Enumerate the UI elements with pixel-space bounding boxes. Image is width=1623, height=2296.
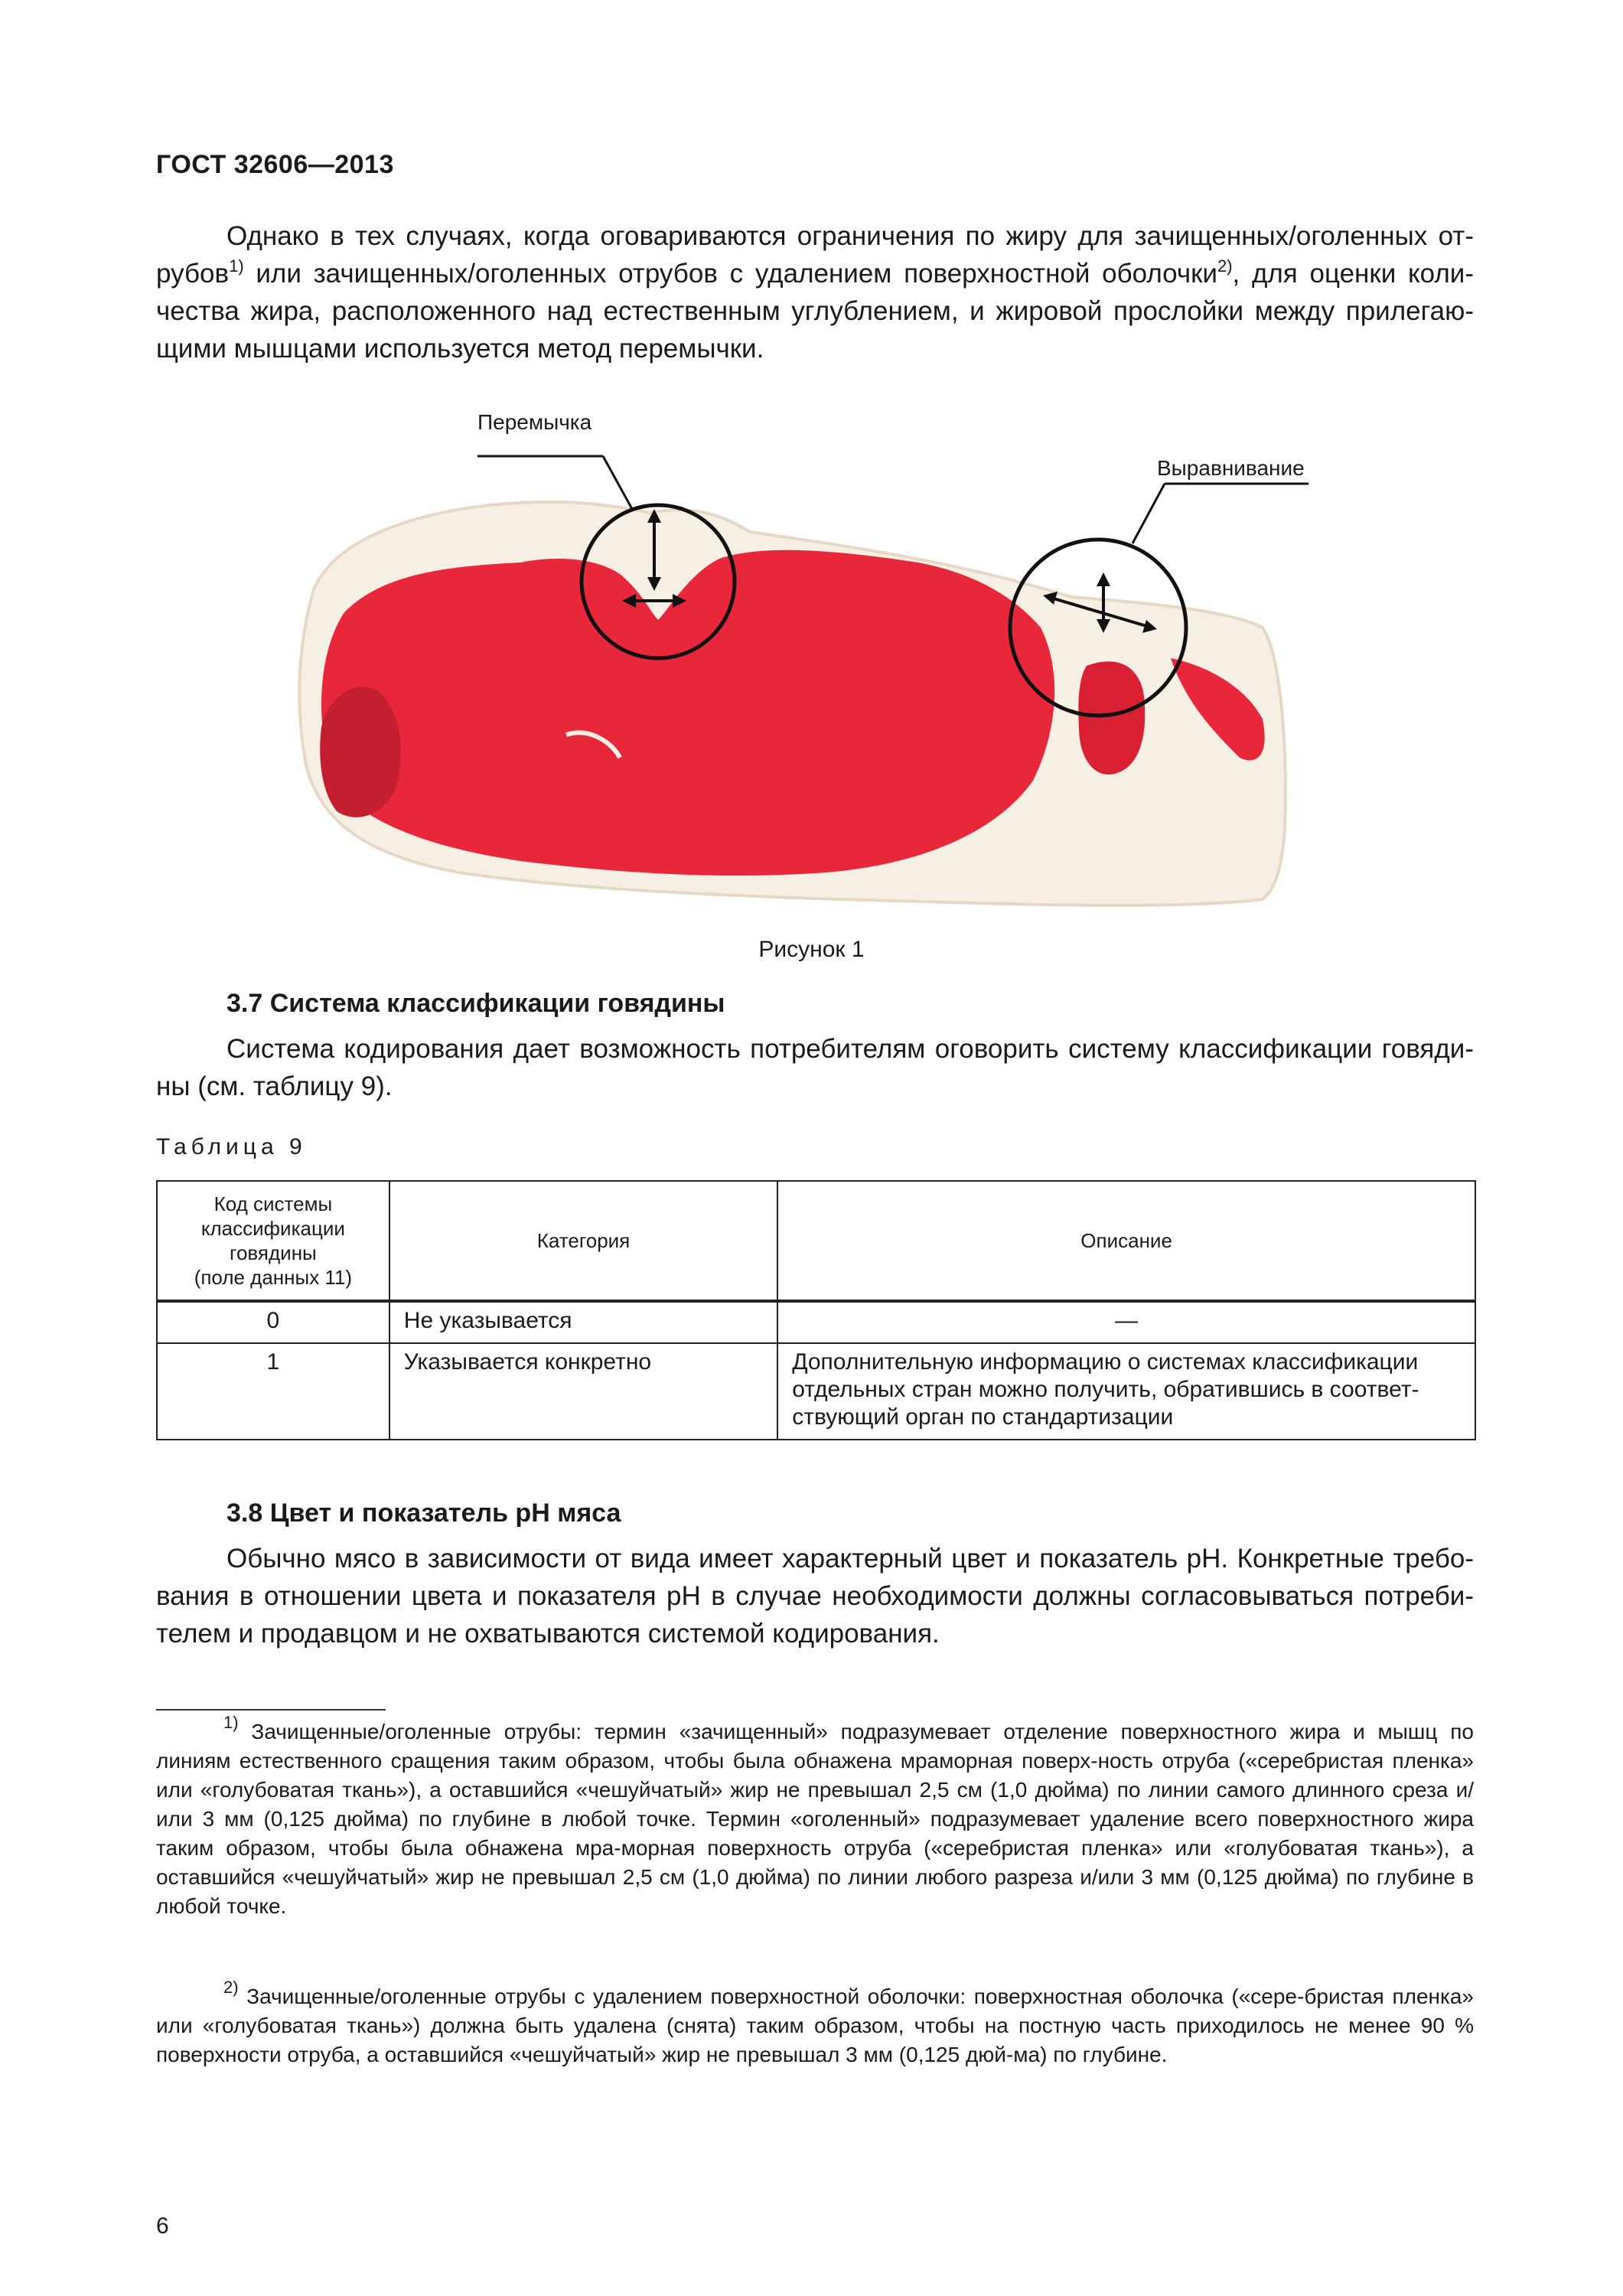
- footnote-2-mark: 2): [223, 1978, 239, 1997]
- footnote-separator: [156, 1709, 386, 1711]
- figure-beef-cut: [291, 398, 1309, 918]
- alignment-leader-line: [1133, 484, 1165, 543]
- section-3-7-text: Система кодирования дает возможность потребителям оговорить систему классификации говяди-ны (см. таблицу 9).: [156, 1034, 1474, 1101]
- table-9-title: Таблица 9: [156, 1134, 307, 1159]
- jumper-leader-line: [603, 456, 632, 509]
- table-row: [157, 1301, 1475, 1343]
- intro-text-part3: , для оценки коли-чества жира, расположенного над естественным углублением, и жировой прослойки между прилегаю-щими мышцами используется метод перемычки.: [156, 259, 1474, 364]
- section-3-7-heading: 3.7 Система классификации говядины: [227, 989, 725, 1018]
- section-3-7-paragraph: [156, 1030, 1474, 1105]
- cell-description: Дополнительную информацию о системах классификации отдельных стран можно получить, обратившись в соответ-ствующий орган по стандартизации: [777, 1343, 1475, 1440]
- right-muscle-shape: [1078, 661, 1145, 775]
- footnote-1: [156, 1713, 1474, 1921]
- intro-paragraph: [156, 217, 1474, 367]
- table-9: [156, 1180, 1476, 1440]
- table-row: [157, 1343, 1475, 1440]
- page-number: 6: [156, 2213, 169, 2239]
- header-code: [157, 1181, 389, 1301]
- footnote-ref-1[interactable]: 1): [229, 256, 244, 276]
- header-category: Категория: [389, 1181, 777, 1301]
- label-alignment: Выравнивание: [1157, 456, 1305, 480]
- intro-text-part1: Однако в тех случаях, когда оговариваются ограничения по жиру для зачищенных/оголенных от-рубов: [156, 221, 1474, 289]
- header-code-line2: классификации: [200, 1217, 345, 1240]
- header-code-line1: Код системы: [213, 1192, 333, 1215]
- header-description: Описание: [777, 1181, 1475, 1301]
- table-header-row: [157, 1181, 1475, 1301]
- section-3-8-paragraph: [156, 1540, 1474, 1652]
- document-code: ГОСТ 32606—2013: [156, 150, 394, 179]
- footnote-1-mark: 1): [223, 1713, 239, 1732]
- header-code-line4: (поле данных 11): [194, 1266, 353, 1289]
- footnote-2-text: Зачищенные/оголенные отрубы с удалением поверхностной оболочки: поверхностная оболочка («сере-бристая пленка» или «голубоватая ткань») должна быть удалена (снята) таким образом, чтобы на постную часть приходилось не менее 90 % поверхности отруба, а оставшийся «чешуйчатый» жир не превышал 3 мм (0,125 дюй-ма) по глубине.: [156, 1985, 1474, 2066]
- cell-category: Не указывается: [389, 1301, 777, 1343]
- lean-muscle-shape: [321, 550, 1054, 876]
- header-code-line3: говядины: [230, 1241, 317, 1264]
- cell-category: Указывается конкретно: [389, 1343, 777, 1440]
- alignment-arrow-head-top: [1097, 572, 1110, 586]
- left-lobe-shape: [320, 687, 401, 817]
- section-3-8-heading: 3.8 Цвет и показатель рН мяса: [227, 1499, 621, 1528]
- footnote-1-text: Зачищенные/оголенные отрубы: термин «зачищенный» подразумевает отделение поверхностного жира и мышц по линиям естественного сращения таким образом, чтобы была обнажена мраморная поверх-ность отруба («серебристая пленка» или «голубоватая ткань»), а оставшийся «чешуйчатый» жир не превышал 2,5 см (1,0 дюйма) по линии самого длинного среза и/или 3 мм (0,125 дюйма) по глубине в любой точке. Термин «оголенный» подразумевает удаление всего поверхностного жира таким образом, чтобы была обнажена мра-морная поверхность отруба («серебристая пленка» или «голубоватая ткань»), а оставшийся «чешуйчатый» жир не превышал 2,5 см (1,0 дюйма) по линии любого разреза и/или 3 мм (0,125 дюйма) по глубине в любой точке.: [156, 1720, 1474, 1918]
- label-jumper: Перемычка: [477, 410, 592, 434]
- intro-text-part2: или зачищенных/оголенных отрубов с удалением поверхностной оболочки: [243, 259, 1217, 289]
- footnote-ref-2[interactable]: 2): [1217, 256, 1233, 276]
- cell-code: 1: [157, 1343, 389, 1440]
- cell-description: —: [777, 1301, 1475, 1343]
- figure-caption: Рисунок 1: [758, 937, 865, 962]
- cell-code: 0: [157, 1301, 389, 1343]
- section-3-8-text: Обычно мясо в зависимости от вида имеет характерный цвет и показатель рН. Конкретные требо-вания в отношении цвета и показателя рН в случае необходимости должны согласовываться потреби-телем и продавцом и не охватываются системой кодирования.: [156, 1544, 1474, 1649]
- footnote-2: [156, 1978, 1474, 2069]
